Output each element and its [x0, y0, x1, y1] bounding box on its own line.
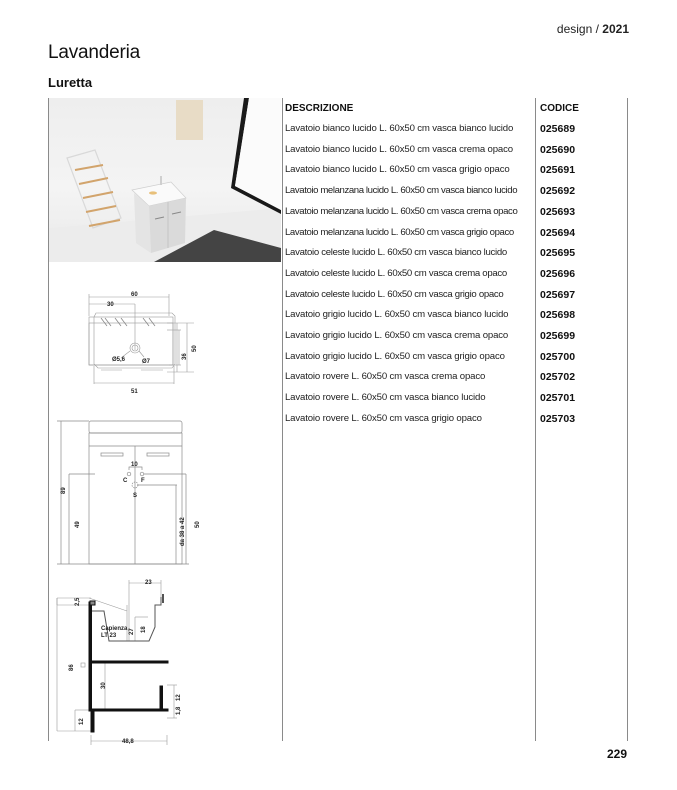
- table-row-code: 025690: [540, 143, 576, 156]
- dim-shelf-height: 30: [101, 682, 107, 689]
- column-divider-image: [282, 98, 283, 741]
- column-header-description: DESCRIZIONE: [285, 103, 354, 114]
- front-view-drawing: [49, 418, 281, 568]
- table-row-code: 025700: [540, 350, 576, 363]
- table-row-description: Lavatoio bianco lucido L. 60x50 cm vasca crema opaco: [285, 143, 513, 155]
- catalog-header: [557, 22, 629, 36]
- table-row-description: Lavatoio melanzana lucido L. 60x50 cm vasca crema opaco: [285, 205, 518, 217]
- table-row-description: Lavatoio bianco lucido L. 60x50 cm vasca grigio opaco: [285, 164, 510, 176]
- dim-depth-total: 50: [192, 345, 198, 352]
- hot-connection-label: C: [123, 478, 128, 484]
- dim-tap-spacing-label: 10: [131, 462, 138, 468]
- table-row-code: 025698: [540, 309, 576, 322]
- table-row-code: 025696: [540, 267, 576, 280]
- dim-height-total: 89: [61, 487, 67, 494]
- table-row-code: 025702: [540, 371, 576, 384]
- table-row-description: Lavatoio celeste lucido L. 60x50 cm vasca grigio opaco: [285, 288, 504, 300]
- laundry-room-illustration: [49, 98, 281, 262]
- table-row-code: 025697: [540, 288, 576, 301]
- table-row-code: 025699: [540, 330, 576, 342]
- table-row-description: Lavatoio rovere L. 60x50 cm vasca bianco lucido: [285, 392, 486, 404]
- dim-half-width: 30: [107, 302, 114, 308]
- dim-top-thickness: 2,5: [75, 597, 81, 606]
- dim-basin-depth: 36: [182, 353, 188, 360]
- table-row-description: Lavatoio rovere L. 60x50 cm vasca grigio opaco: [285, 412, 482, 424]
- section-title: Lavanderia: [48, 42, 141, 63]
- capacity-value: LT 23: [101, 633, 117, 639]
- dim-basin-width: 51: [131, 389, 138, 395]
- table-row-description: Lavatoio bianco lucido L. 60x50 cm vasca bianco lucido: [285, 123, 514, 134]
- table-row-description: Lavatoio grigio lucido L. 60x50 cm vasca crema opaco: [285, 330, 509, 341]
- top-view-drawing: [49, 280, 281, 410]
- dim-back-height: 12: [176, 694, 182, 701]
- catalog-year: 2021: [602, 22, 629, 36]
- table-row-description: Lavatoio grigio lucido L. 60x50 cm vasca grigio opaco: [285, 350, 505, 362]
- table-row-code: 025701: [540, 392, 576, 405]
- dim-width-total: 60: [131, 292, 138, 298]
- table-row-code: 025695: [540, 247, 576, 260]
- dim-bottom-thickness: 1,8: [176, 706, 182, 715]
- drain-connection-label: S: [133, 493, 138, 499]
- table-row-description: Lavatoio melanzana lucido L. 60x50 cm vasca bianco lucido: [285, 185, 518, 197]
- table-row-description: Lavatoio celeste lucido L. 60x50 cm vasca crema opaco: [285, 267, 507, 279]
- dim-connection-height: 49: [75, 521, 81, 528]
- dim-basin-depth: 27: [129, 628, 135, 635]
- table-row-code: 025691: [540, 164, 576, 177]
- table-row-code: 025703: [540, 412, 576, 425]
- table-row-description: Lavatoio melanzana lucido L. 60x50 cm vasca grigio opaco: [285, 226, 514, 238]
- table-row-description: Lavatoio grigio lucido L. 60x50 cm vasca bianco lucido: [285, 309, 509, 321]
- table-row-code: 025693: [540, 205, 576, 218]
- product-title: Luretta: [48, 75, 93, 90]
- dim-drain-height: da 38 a 42: [180, 517, 186, 546]
- dim-plinth-height: 12: [79, 718, 85, 725]
- column-divider-code: [535, 98, 536, 741]
- dim-drain-inner: Ø5,6: [112, 357, 126, 363]
- dim-height-total: 86: [69, 664, 75, 671]
- brand-prefix: design /: [556, 22, 603, 36]
- right-border: [627, 98, 628, 741]
- dim-basin-offset: 23: [145, 580, 152, 586]
- dim-inner-depth: 18: [141, 626, 147, 633]
- capacity-label: Capienza: [101, 626, 128, 632]
- section-view-drawing: [49, 575, 281, 745]
- table-row-code: 025689: [540, 123, 576, 135]
- product-photo: [49, 98, 281, 262]
- dim-supply-height: 50: [195, 521, 201, 528]
- table-row-description: Lavatoio celeste lucido L. 60x50 cm vasca bianco lucido: [285, 247, 507, 259]
- cold-connection-label: F: [141, 478, 145, 484]
- table-row-code: 025692: [540, 185, 576, 198]
- column-header-code: CODICE: [540, 103, 579, 114]
- page-number: 229: [606, 747, 627, 761]
- table-row-code: 025694: [540, 226, 576, 239]
- dim-depth-total: 48,8: [122, 739, 134, 745]
- dim-drain-outer: Ø7: [142, 359, 151, 365]
- table-row-description: Lavatoio rovere L. 60x50 cm vasca crema opaco: [285, 371, 486, 383]
